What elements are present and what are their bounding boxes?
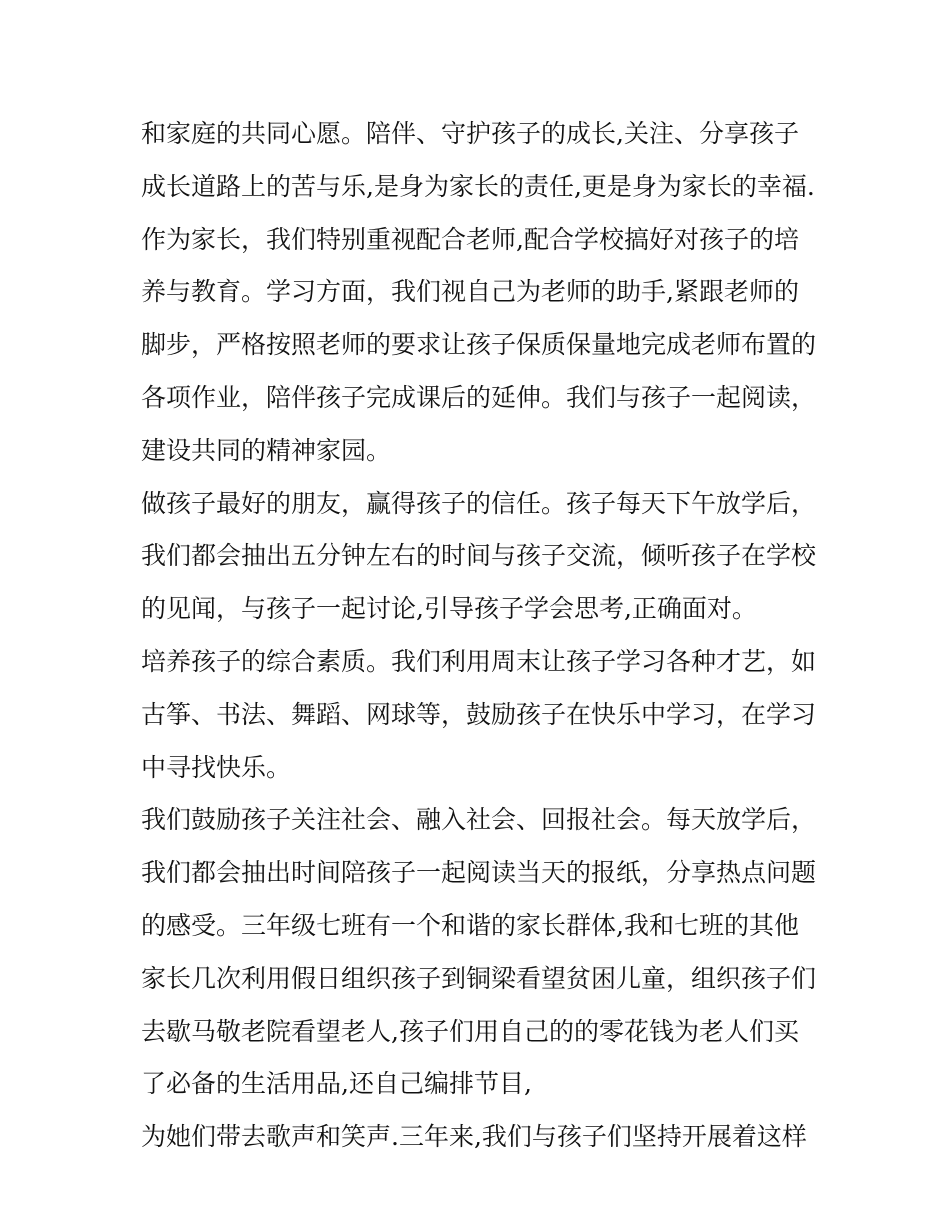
text-line: 作为家长，我们特别重视配合老师,配合学校搞好对孩子的培 [141, 224, 799, 254]
text-line: 成长道路上的苦与乐,是身为家长的责任,更是身为家长的幸福. [141, 171, 815, 201]
text-line: 脚步，严格按照老师的要求让孩子保质保量地完成老师布置的 [141, 330, 817, 360]
text-line: 中寻找快乐。 [141, 752, 292, 782]
text-line: 和家庭的共同心愿。陪伴、守护孩子的成长,关注、分享孩子 [141, 119, 799, 148]
text-line: 了必备的生活用品,还自己编排节目, [141, 1069, 532, 1099]
text-line: 我们都会抽出五分钟左右的时间与孩子交流，倾听孩子在学校 [141, 541, 817, 571]
text-line: 培养孩子的综合素质。我们利用周末让孩子学习各种才艺，如 [141, 646, 817, 676]
text-line: 古筝、书法、舞蹈、网球等，鼓励孩子在快乐中学习，在学习 [141, 699, 817, 729]
text-line: 建设共同的精神家园。 [141, 435, 392, 465]
text-line: 为她们带去歌声和笑声.三年来,我们与孩子们坚持开展着这样 [141, 1122, 807, 1152]
text-line: 各项作业，陪伴孩子完成课后的延伸。我们与孩子一起阅读， [141, 382, 817, 412]
body-text [141, 108, 821, 1164]
text-line: 家长几次利用假日组织孩子到铜梁看望贫困儿童，组织孩子们 [141, 963, 817, 993]
text-line: 做孩子最好的朋友，赢得孩子的信任。孩子每天下午放学后， [141, 488, 817, 518]
text-line: 的感受。三年级七班有一个和谐的家长群体,我和七班的其他 [141, 910, 799, 940]
text-line: 养与教育。学习方面，我们视自己为老师的助手,紧跟老师的 [141, 277, 799, 307]
text-line: 我们鼓励孩子关注社会、融入社会、回报社会。每天放学后， [141, 805, 817, 835]
text-line: 去歇马敬老院看望老人,孩子们用自己的的零花钱为老人们买 [141, 1016, 799, 1046]
text-line: 的见闻，与孩子一起讨论,引导孩子学会思考,正确面对。 [141, 594, 757, 624]
text-line: 我们都会抽出时间陪孩子一起阅读当天的报纸，分享热点问题 [141, 858, 817, 888]
